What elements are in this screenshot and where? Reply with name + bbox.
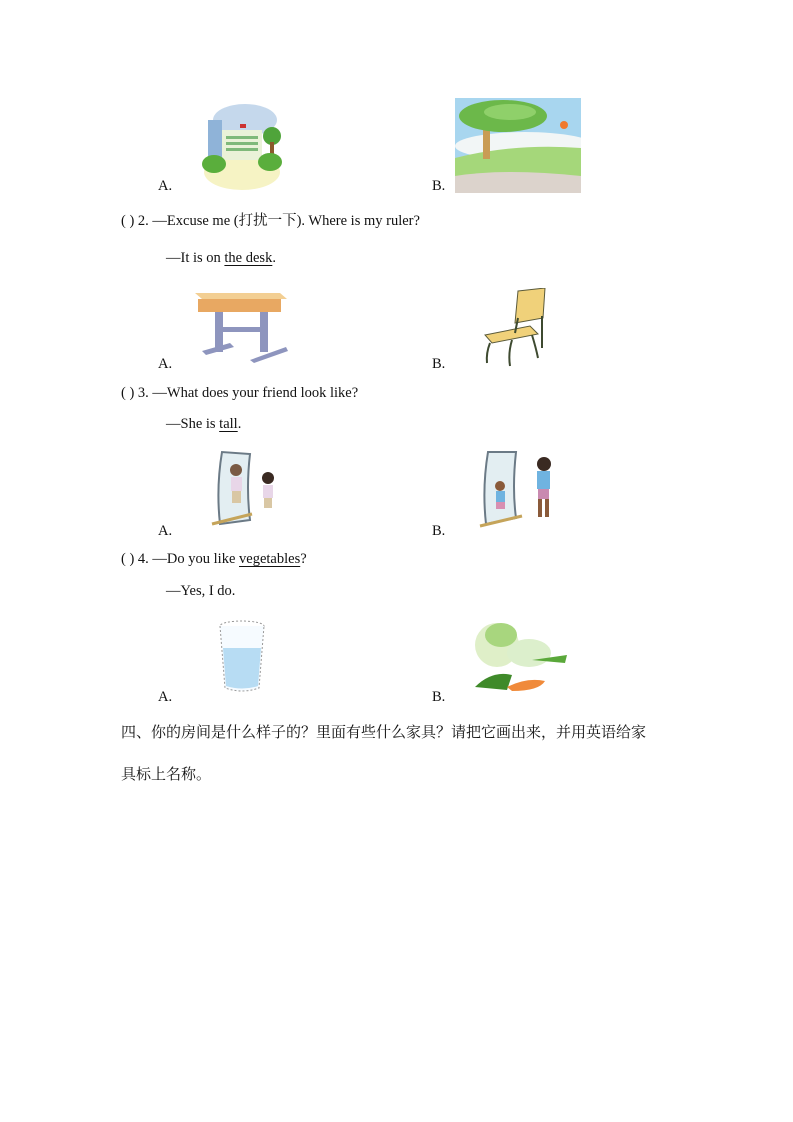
q3-option-b-label: B. [432,523,446,539]
question-text: —Excuse me ( [152,213,239,229]
q3-option-a-label: A. [158,523,173,539]
question-3 [121,384,358,402]
glass-of-water-picture [215,618,270,694]
answer-punct: . [237,416,242,432]
section-4-instruction-line-2: 具标上名称。 [121,765,212,783]
question-4 [121,550,307,568]
underlined-phrase: tall [219,416,238,432]
question-text: ). Where is my ruler? [296,213,420,229]
desk-picture [190,285,290,365]
answer-2 [166,249,276,267]
answer-punct: . [272,250,276,266]
q4-option-a-label: A. [158,689,173,705]
question-number: 2. [137,213,149,229]
question-text: —Do you like [152,551,240,567]
section-4-instruction-line-1: 四、你的房间是什么样子的？里面有些什么家具？请把它画出来，并用英语给家 [121,723,647,741]
q2-option-a-label: A. [158,356,173,372]
question-number: 3. [137,385,149,401]
answer-bracket: ( ) [121,385,135,401]
tall-girl-mirror-picture [210,450,280,530]
vegetables-picture [467,615,572,695]
answer-3 [166,415,241,433]
question-number: 4. [137,551,149,567]
boy-mirror-picture [478,450,558,530]
answer-bracket: ( ) [121,551,135,567]
park-tree-picture [455,98,581,193]
q2-option-b-label: B. [432,356,446,372]
q1-option-b-label: B. [432,178,446,194]
q4-option-b-label: B. [432,689,446,705]
answer-text: —Yes, I do. [166,583,236,599]
question-punct: ? [300,551,307,567]
underlined-phrase: vegetables [239,551,301,567]
school-building-picture [200,100,285,190]
chair-picture [480,288,550,368]
question-text-chinese: 打扰一下 [238,213,297,229]
answer-text: —She is [166,416,220,432]
underlined-phrase: the desk [224,250,273,266]
answer-4 [166,582,235,600]
question-text: —What does your friend look like? [152,385,359,401]
q1-option-a-label: A. [158,178,173,194]
answer-bracket: ( ) [121,213,135,229]
question-2 [121,212,420,230]
answer-text: —It is on [166,250,225,266]
